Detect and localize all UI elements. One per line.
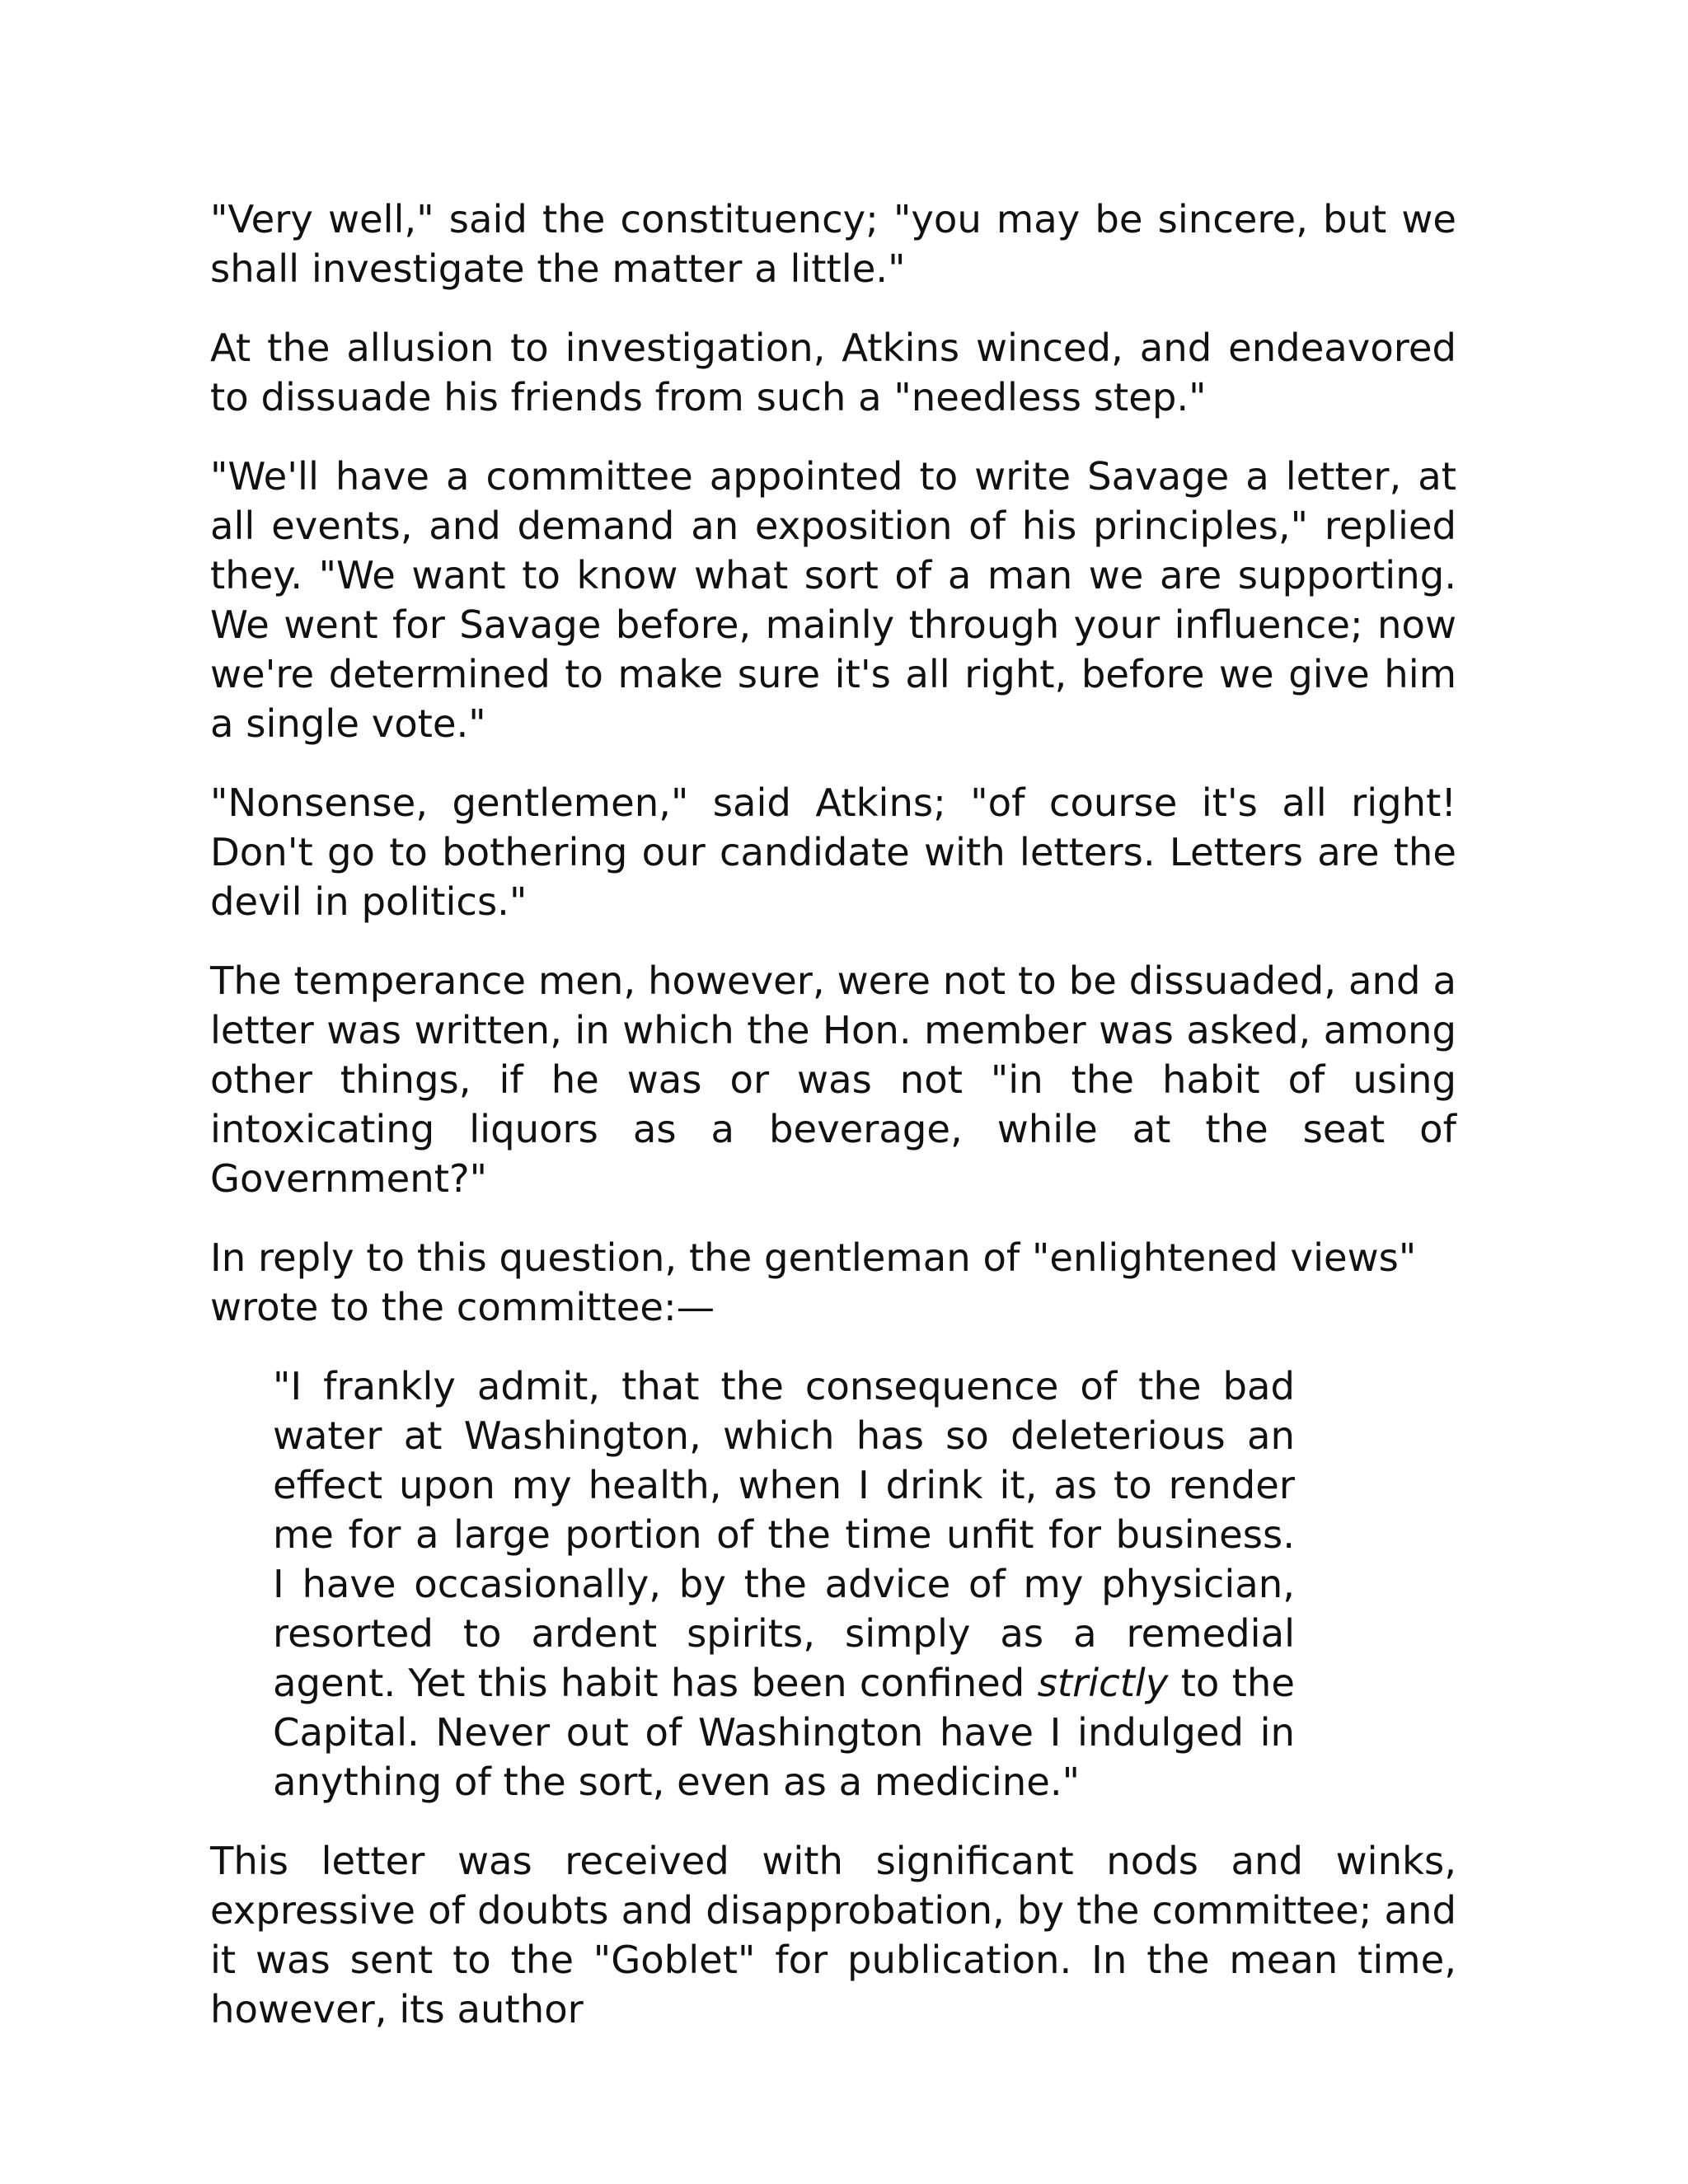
book-page <box>210 194 1456 2064</box>
text-line: letter was written, in which the Hon. member was asked, among <box>210 1008 1456 1052</box>
text-line: events, and demand an exposition of his principles," replied they. <box>210 504 1456 598</box>
text-line: to the committee:— <box>331 1285 715 1329</box>
text-line: investigate the matter a little." <box>311 246 906 291</box>
text-line: "Very well," said the constituency; "you may be sincere, but we shall <box>210 197 1456 291</box>
quote-line: advice of my physician, resorted to ardent spirits, simply <box>273 1562 1295 1656</box>
paragraph-letter-received <box>210 1836 1456 2034</box>
emphasis-strictly: strictly <box>1037 1661 1169 1705</box>
quote-line: to the Capital. Never out of Washington have I <box>273 1661 1295 1755</box>
text-line: of doubts and disapprobation, by the committee; and it was sent to <box>210 1888 1456 1982</box>
text-line: other things, if he was or was not "in the habit of using intoxicating <box>210 1057 1456 1151</box>
text-line: The temperance men, however, were not to be dissuaded, and a <box>210 958 1456 1003</box>
paragraph-atkins-winced <box>210 323 1456 422</box>
quote-line: "I frankly admit, that the consequence of the bad water at <box>273 1364 1295 1458</box>
text-line: determined to make sure it's all right, before we give him a single <box>210 652 1456 746</box>
text-line: "Nonsense, gentlemen," said Atkins; "of course it's all right! Don't go <box>210 780 1456 874</box>
text-line: In reply to this question, the gentleman of "enlightened views" wrote <box>210 1235 1417 1329</box>
text-line: dissuade his friends from such a "needless step." <box>260 375 1207 419</box>
quote-line: health, when I drink it, as to render me for a large portion <box>273 1463 1296 1557</box>
paragraph-temperance-men <box>210 956 1456 1203</box>
text-line: "We'll have a committee appointed to write Savage a letter, at all <box>210 454 1456 548</box>
paragraph-nonsense-gentlemen <box>210 778 1456 926</box>
text-line: politics." <box>361 879 528 924</box>
quote-line: of the time unfit for business. I have occasionally, by the <box>273 1512 1295 1606</box>
paragraph-constituency-reply <box>210 194 1456 293</box>
text-line: to bothering our candidate with letters. Letters are the devil in <box>210 830 1456 924</box>
text-line: "We want to know what sort of a man we are supporting. We went <box>210 553 1456 647</box>
paragraph-committee-appointed <box>210 452 1456 748</box>
text-line: the "Goblet" for publication. In the mean time, however, its author <box>210 1938 1456 2032</box>
paragraph-reply-to-question <box>210 1233 1456 1332</box>
text-line: At the allusion to investigation, Atkins winced, and endeavored to <box>210 326 1456 419</box>
block-quote-letter <box>273 1361 1295 1807</box>
quote-line: Washington, which has so deleterious an effect upon my <box>273 1413 1296 1507</box>
text-line: for Savage before, mainly through your influence; now we're <box>210 602 1456 696</box>
text-line: vote." <box>371 701 486 746</box>
text-line: liquors as a beverage, while at the seat of Government?" <box>210 1107 1457 1201</box>
quote-line: indulged in anything of the sort, even as a medicine." <box>273 1710 1296 1804</box>
text-line: This letter was received with significant nods and winks, expressive <box>210 1839 1456 1933</box>
quote-line: as a remedial agent. Yet this habit has been confined <box>273 1611 1295 1705</box>
